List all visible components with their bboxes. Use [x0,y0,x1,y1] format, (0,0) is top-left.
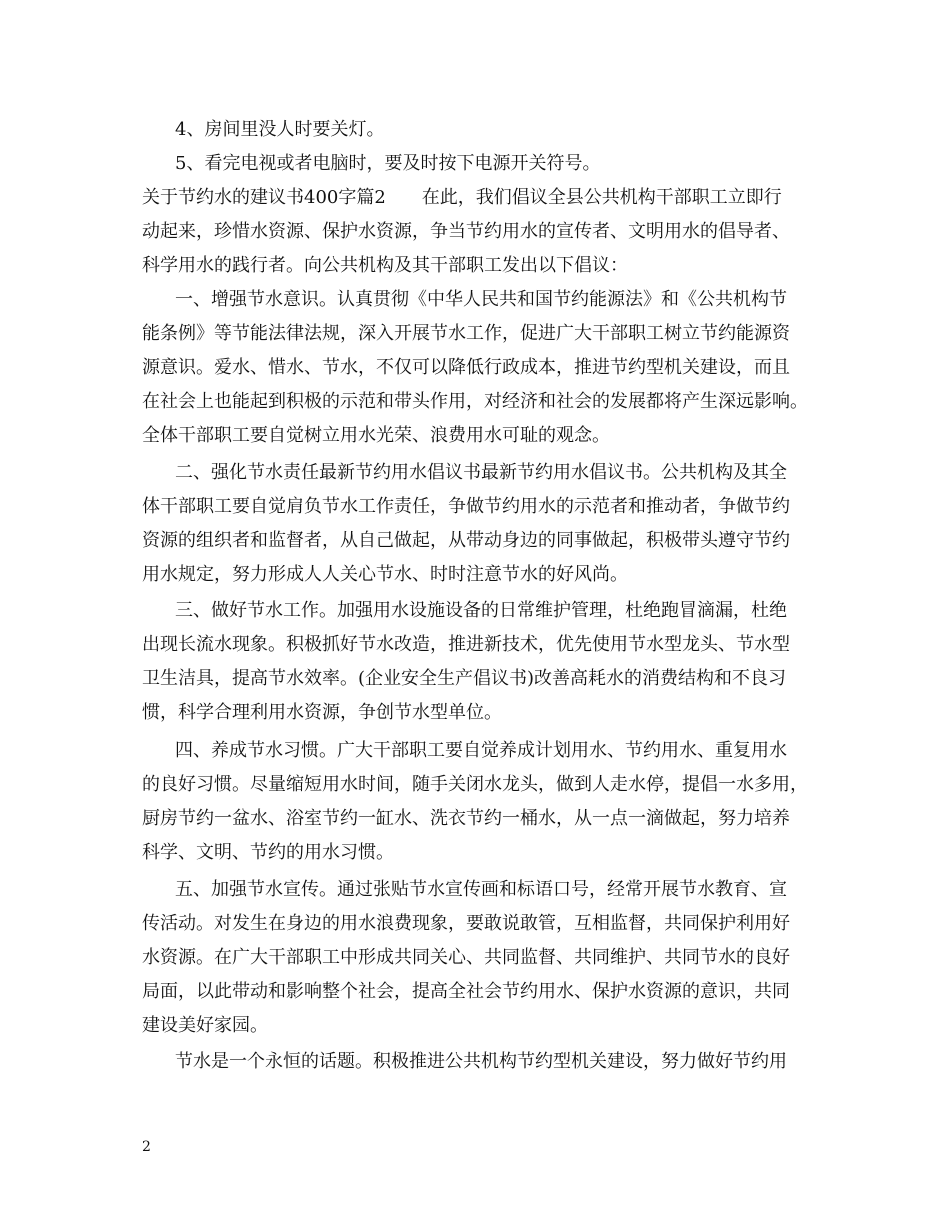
text-line: 建设美好家园。 [142,1015,268,1036]
text-line: 动起来，珍惜水资源、保护水资源，争当节约用水的宣传者、文明用水的倡导者、 [142,221,790,242]
text-line: 传活动。对发生在身边的用水浪费现象，要敢说敢管，互相监督，共同保护利用好 [142,913,790,934]
text-line: 出现长流水现象。积极抓好节水改造，推进新技术，优先使用节水型龙头、节水型 [142,634,790,655]
text-line: 在社会上也能起到积极的示范和带头作用，对经济和社会的发展都将产生深远影响。 [142,391,808,412]
text-line: 二、强化节水责任最新节约用水倡议书最新节约用水倡议书。公共机构及其全 [175,462,787,483]
text-line: 厨房节约一盆水、浴室节约一缸水、洗衣节约一桶水，从一点一滴做起，努力培养 [142,808,790,829]
text-line: 全体干部职工要自觉树立用水光荣、浪费用水可耻的观念。 [142,425,610,446]
text-line: 源意识。爱水、惜水、节水，不仅可以降低行政成本，推进节约型机关建设，而且 [142,357,790,378]
text-line: 三、做好节水工作。加强用水设施设备的日常维护管理，杜绝跑冒滴漏，杜绝 [175,600,787,621]
text-line: 体干部职工要自觉肩负节水工作责任，争做节约用水的示范者和推动者，争做节约 [142,496,790,517]
text-line: 科学用水的践行者。向公共机构及其干部职工发出以下倡议： [142,255,628,276]
text-line: 关于节约水的建议书400字篇2 在此，我们倡议全县公共机构干部职工立即行 [142,187,782,208]
text-line: 局面，以此带动和影响整个社会，提高全社会节约用水、保护水资源的意识，共同 [142,981,790,1002]
text-line: 卫生洁具，提高节水效率。(企业安全生产倡议书)改善高耗水的消费结构和不良习 [142,668,787,689]
text-line: 的良好习惯。尽量缩短用水时间，随手关闭水龙头，做到人走水停，提倡一水多用， [142,774,808,795]
text-line: 能条例》等节能法律法规，深入开展节水工作，促进广大干部职工树立节约能源资 [142,323,790,344]
text-line: 惯，科学合理利用水资源，争创节水型单位。 [142,702,502,723]
text-line: 科学、文明、节约的用水习惯。 [142,842,394,863]
page-number: 2 [142,1139,151,1155]
text-line: 一、增强节水意识。认真贯彻《中华人民共和国节约能源法》和《公共机构节 [175,289,787,310]
text-line: 4、房间里没人时要关灯。 [175,119,385,140]
text-line: 水资源。在广大干部职工中形成共同关心、共同监督、共同维护、共同节水的良好 [142,947,790,968]
text-line: 5、看完电视或者电脑时，要及时按下电源开关符号。 [175,153,601,174]
text-line: 用水规定，努力形成人人关心节水、时时注意节水的好风尚。 [142,564,628,585]
text-line: 节水是一个永恒的话题。积极推进公共机构节约型机关建设，努力做好节约用 [175,1051,787,1072]
text-line: 五、加强节水宣传。通过张贴节水宣传画和标语口号，经常开展节水教育、宣 [175,879,787,900]
text-line: 资源的组织者和监督者，从自己做起，从带动身边的同事做起，积极带头遵守节约 [142,530,790,551]
text-line: 四、养成节水习惯。广大干部职工要自觉养成计划用水、节约用水、重复用水 [175,740,787,761]
